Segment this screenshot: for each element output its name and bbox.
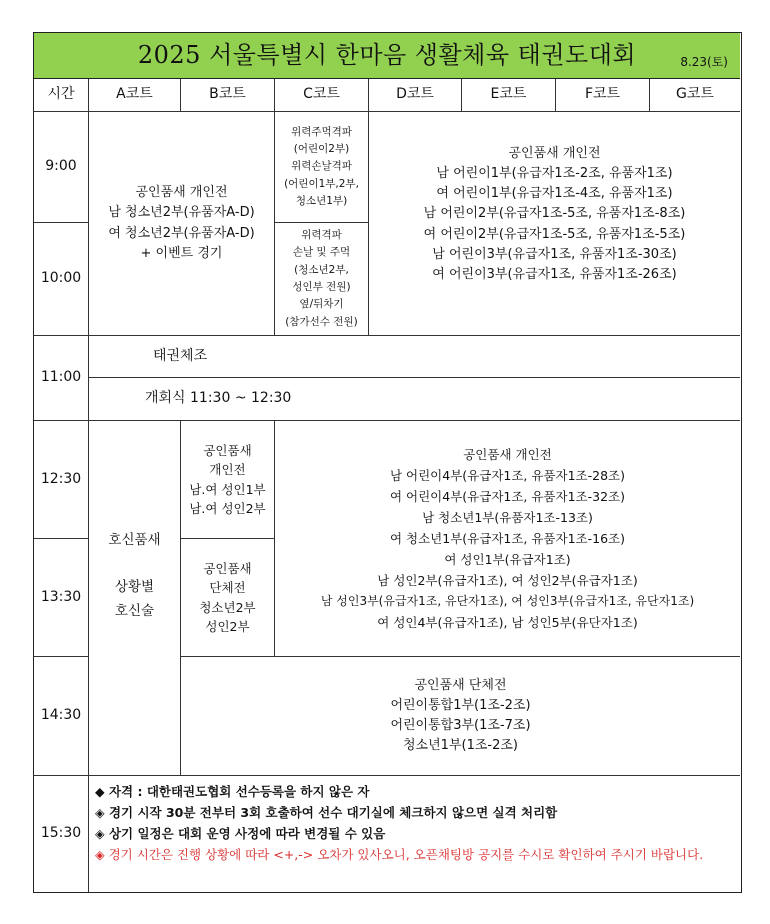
block3-b-line: 남.여 성인1부 xyxy=(189,481,266,497)
block1-c-line: 위력손날격파 xyxy=(291,160,352,173)
block3-a-spacer xyxy=(108,553,160,577)
title-bar xyxy=(34,33,740,79)
block1-c-line: (청소년2부, xyxy=(294,263,349,276)
note-time-variance: ◈ 경기 시간은 진행 상황에 따라 <+,-> 오차가 있사오니, 오픈채팅방 공지를 수시로 확인하여 주시기 바랍니다. xyxy=(95,847,704,862)
block3-team-line: 청소년1부(1조-2조) xyxy=(403,738,518,754)
block3-a-line: 상황별 xyxy=(114,579,155,596)
block1-ab-line: 여 청소년2부(유품자A-D) xyxy=(108,225,255,241)
block1-dg-line: 여 어린이3부(유급자1조, 유품자1조-26조) xyxy=(432,266,677,282)
block1-ab-line: 남 청소년2부(유품자A-D) xyxy=(108,205,255,221)
block3-a-line: 호신품새 xyxy=(108,532,161,548)
block1-c-line: 위력격파 xyxy=(301,229,342,242)
taekwon-aerobics-label: 태권체조 xyxy=(153,347,208,364)
block1-c-line: (어린이2부) xyxy=(293,143,350,156)
block1-c-line: 옆/뒤차기 xyxy=(299,298,344,311)
block1-c-line: (어린이1부,2부, xyxy=(284,177,359,190)
block3-b-team xyxy=(181,539,275,657)
block3-cg-line: 남 성인3부(유급자1조, 유단자1조), 여 성인3부(유급자1조, 유단자1조) xyxy=(320,594,695,609)
block3-a-self-defense xyxy=(89,421,181,776)
block3-cg-line: 여 성인1부(유급자1조) xyxy=(444,552,571,568)
block1-c-line: (참가선수 전원) xyxy=(285,315,358,328)
block1-dg-line: 남 어린이3부(유급자1조, 유품자1조-30조) xyxy=(432,246,677,262)
notes-section xyxy=(89,776,741,893)
block1-dg-line: 남 어린이2부(유급자1조-5조, 유품자1조-8조) xyxy=(423,206,686,222)
header-court-c: C코트 xyxy=(275,79,369,112)
time-1100: 11:00 xyxy=(34,336,89,421)
time-1430: 14:30 xyxy=(34,657,89,776)
block3-cg-line: 남 청소년1부(유품자1조-13조) xyxy=(422,510,593,526)
block3-cg-line: 여 성인4부(유급자1조), 남 성인5부(유단자1조) xyxy=(377,614,638,630)
block3-team-line: 어린이통합1부(1조-2조) xyxy=(390,697,531,713)
block1-c-line: 청소년1부) xyxy=(295,194,348,207)
block1-c-breaking-top xyxy=(275,112,369,223)
block1-dg-line: 여 어린이2부(유급자1조-5조, 유품자1조-5조) xyxy=(423,226,686,242)
time-0900: 9:00 xyxy=(34,112,89,223)
note-qualification: ◆ 자격 : 대한태권도협회 선수등록을 하지 않은 자 xyxy=(95,784,370,799)
opening-ceremony-label: 개회식 11:30 ~ 12:30 xyxy=(145,390,292,407)
block3-b-line: 청소년2부 xyxy=(199,599,256,615)
block1-c-line: 손날 및 주먹 xyxy=(292,246,351,259)
block3-team-event xyxy=(181,657,740,776)
opening-ceremony-row xyxy=(89,378,740,421)
block1-dg-line: 여 어린이1부(유급자1조-4조, 유품자1조) xyxy=(436,186,673,202)
schedule-table xyxy=(33,32,742,893)
block3-cg-line: 여 청소년1부(유급자1조, 유품자1조-16조) xyxy=(389,531,625,547)
header-court-b: B코트 xyxy=(181,79,275,112)
block3-b-line: 남.여 성인2부 xyxy=(189,500,266,516)
time-1230: 12:30 xyxy=(34,421,89,539)
header-court-g: G코트 xyxy=(650,79,740,112)
block3-b-individual xyxy=(181,421,275,539)
time-1000: 10:00 xyxy=(34,223,89,336)
block1-c-line: 성인부 전원) xyxy=(292,281,351,293)
time-1530: 15:30 xyxy=(34,776,89,892)
block3-cg-line: 남 성인2부(유급자1조), 여 성인2부(유급자1조) xyxy=(377,573,638,589)
block1-c-breaking-bottom xyxy=(275,223,369,336)
block1-ab-line: + 이벤트 경기 xyxy=(140,245,223,261)
block3-b-line: 개인전 xyxy=(209,462,246,478)
header-court-d: D코트 xyxy=(369,79,462,112)
block1-dg-individual xyxy=(369,112,740,336)
block3-cg-line: 공인품새 개인전 xyxy=(463,447,552,463)
page-title: 2025 서울특별시 한마음 생활체육 태권도대회 xyxy=(137,40,637,69)
block3-team-line: 어린이통합3부(1조-7조) xyxy=(390,718,531,733)
time-1330: 13:30 xyxy=(34,539,89,657)
block1-dg-line: 공인품새 개인전 xyxy=(508,146,601,161)
header-court-a: A코트 xyxy=(89,79,181,112)
header-court-f: F코트 xyxy=(556,79,650,112)
block3-b-line: 공인품새 xyxy=(203,560,252,576)
block3-team-line: 공인품새 단체전 xyxy=(414,677,507,693)
note-schedule-change: ◈ 상기 일정은 대회 운영 사정에 따라 변경될 수 있음 xyxy=(95,826,386,841)
header-time: 시간 xyxy=(34,79,89,112)
note-check-in: ◈ 경기 시작 30분 전부터 3회 호출하여 선수 대기실에 체크하지 않으면 실격 처리함 xyxy=(95,805,558,820)
event-date: 8.23(토) xyxy=(680,55,728,69)
taekwon-aerobics-row xyxy=(89,336,740,378)
block3-cg-line: 남 어린이4부(유급자1조, 유품자1조-28조) xyxy=(389,468,625,484)
block1-dg-line: 남 어린이1부(유급자1조-2조, 유품자1조) xyxy=(436,166,673,182)
block3-b-line: 단체전 xyxy=(209,580,246,596)
block3-cg-line: 여 어린이4부(유급자1조, 유품자1조-32조) xyxy=(389,489,625,505)
block3-a-line: 호신술 xyxy=(114,602,155,619)
block1-ab-line: 공인품새 개인전 xyxy=(135,185,228,201)
block3-b-line: 공인품새 xyxy=(203,442,252,458)
block1-c-line: 위력주먹격파 xyxy=(291,125,352,138)
block3-cg-individual xyxy=(275,421,740,657)
block1-ab-individual xyxy=(89,112,275,336)
block3-b-line: 성인2부 xyxy=(205,618,250,634)
header-court-e: E코트 xyxy=(462,79,556,112)
